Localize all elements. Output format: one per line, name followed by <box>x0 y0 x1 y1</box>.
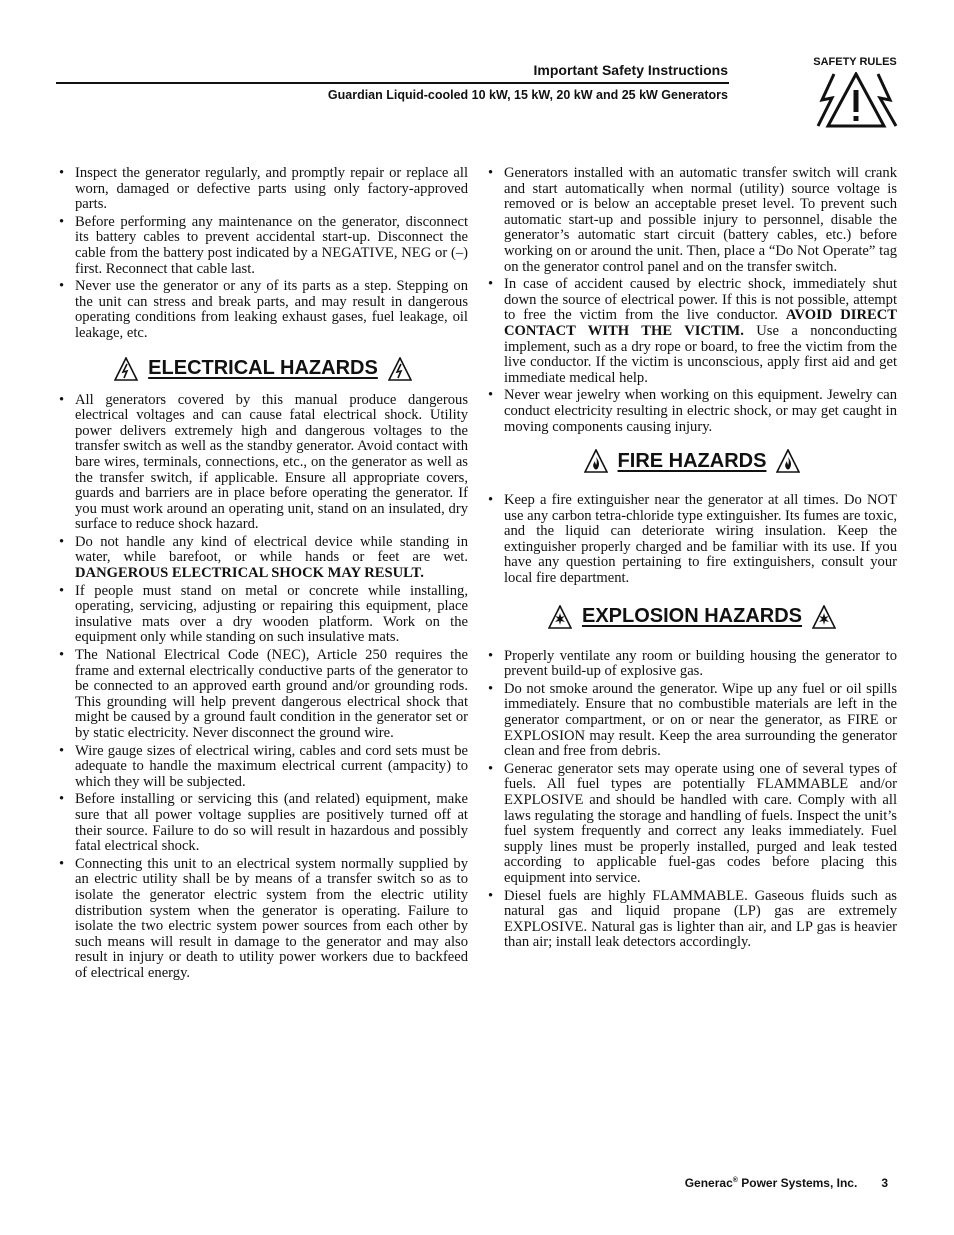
header-title: Important Safety Instructions <box>533 62 728 78</box>
list-item <box>487 649 897 680</box>
lightning-warning-icon <box>812 72 900 128</box>
list-item-text: Properly ventilate any room or building housing the generator to prevent build-up of explosive gas. <box>504 647 897 680</box>
list-item <box>487 889 897 951</box>
list-item-text: Before installing or servicing this (and related) equipment, make sure that all power voltage supplies are positively turned off at their source. Failure to do so will result in hazardous and possibly fatal electrical shock. <box>75 791 468 855</box>
list-item-text: All generators covered by this manual produce dangerous electrical voltages and can cause fatal electrical shock. Utility power delivers extremely high and dangerous voltages to the transfer switch as well as the standby generator. Avoid contact with bare wires, terminals, connections, etc., on the generator as well as the transfer switch, if applicable. Ensure all appropriate covers, guards and barriers are in place before operating the generator. If you must work around an operating unit, stand on an insulated, dry surface to reduce shock hazard. <box>75 391 468 533</box>
fire-warning-icon <box>776 449 800 473</box>
left-column <box>58 166 468 984</box>
right-column <box>487 166 897 953</box>
list-item <box>487 682 897 760</box>
fire-hazards-title: FIRE HAZARDS <box>617 449 767 472</box>
header-subtitle: Guardian Liquid-cooled 10 kW, 15 kW, 20 kW and 25 kW Generators <box>327 88 728 102</box>
explosion-hazards-title: EXPLOSION HAZARDS <box>581 605 803 628</box>
electrical-hazards-heading <box>58 357 468 381</box>
list-item <box>487 762 897 887</box>
fire-hazards-list <box>487 493 897 587</box>
list-item-text: Never wear jewelry when working on this equipment. Jewelry can conduct electricity resulting in electric shock, or may get caught in moving components causing injury. <box>504 387 897 435</box>
list-item <box>487 277 897 386</box>
fire-hazards-heading <box>487 449 897 473</box>
list-item-text: Do not handle any kind of electrical device while standing in water, while barefoot, or while hands or feet are wet. <box>75 533 468 566</box>
list-item <box>487 388 897 435</box>
footer-company-rest: Power Systems, Inc. <box>737 1176 858 1190</box>
footer-registered-mark: ® <box>732 1177 738 1184</box>
list-item-emphasis: DANGEROUS ELECTRICAL SHOCK MAY RESULT. <box>75 565 424 582</box>
list-item-text: Wire gauge sizes of electrical wiring, cables and cord sets must be adequate to handle the maximum electrical current (ampacity) to which they will be subjected. <box>75 742 468 790</box>
list-item <box>58 857 468 982</box>
explosion-warning-icon <box>812 605 836 629</box>
list-item-text: Generac generator sets may operate using one of several types of fuels. All fuel types are potentially FLAMMABLE and/or EXPLOSIVE and should be handled with care. Comply with all laws regulating the storage and handling of fuels. Inspect the unit’s fuel system frequently and correct any leaks immediately. Fuel supply lines must be properly installed, purged and leak tested according to applicable fuel-gas codes before placing this equipment into service. <box>504 760 897 886</box>
page-number: 3 <box>881 1176 888 1190</box>
list-item-text: In case of accident caused by electric shock, immediately shut down the source of electrical power. If this is not possible, attempt to free the victim from the live conductor. <box>504 276 897 324</box>
electrical-warning-icon <box>114 357 138 381</box>
list-item-text: Generators installed with an automatic transfer switch will crank and start automatically when normal (utility) source voltage is removed or is below an acceptable preset level. To prevent such automatic start-up and possible injury to personnel, disable the generator’s automatic start circuit (battery cables, etc.) before working on or around the unit. Then, place a “Do Not Operate” tag on the generator control panel and on the transfer switch. <box>504 165 897 275</box>
footer-company: Generac <box>684 1176 733 1190</box>
list-item <box>58 744 468 791</box>
list-item-emphasis: AVOID DIRECT CONTACT WITH THE VICTIM. <box>504 307 898 339</box>
list-item-text: The National Electrical Code (NEC), Article 250 requires the frame and external electrically conductive parts of the generator to be connected to an approved earth ground and/or grounding rods. This grounding will help prevent dangerous electrical shock that might be caused by a ground fault condition in the generator set or by static electricity. Never disconnect the ground wire. <box>75 647 468 741</box>
list-item-text: Before performing any maintenance on the generator, disconnect its battery cables to prevent accidental start-up. Disconnect the cable from the battery post indicated by a NEGATIVE, NEG or (–) first. Reconnect that cable last. <box>75 213 468 277</box>
list-item-text: Do not smoke around the generator. Wipe up any fuel or oil spills immediately. Ensure that no combustible materials are left in the generator compartment, or on or near the generator, as FIRE or EXPLOSION may result. Keep the area surrounding the generator clean and free from debris. <box>504 680 897 760</box>
header-rule <box>56 82 729 84</box>
list-item <box>58 792 468 854</box>
list-item-text: Use a nonconducting implement, such as a dry rope or board, to free the victim from the live conductor. If the victim is unconscious, apply first aid and get immediate medical help. <box>504 322 897 386</box>
electrical-hazards-title: ELECTRICAL HAZARDS <box>148 357 378 380</box>
fire-warning-icon <box>584 449 608 473</box>
list-item <box>58 393 468 533</box>
general-safety-list <box>487 166 897 435</box>
explosion-warning-icon <box>548 605 572 629</box>
list-item <box>487 493 897 587</box>
list-item <box>58 535 468 582</box>
intro-list <box>58 166 468 342</box>
list-item-text: Connecting this unit to an electrical system normally supplied by an electric utility shall be by means of a transfer switch so as to isolate the generator electric system from the electric utility distribution system when the generator is operating. Failure to isolate the two electric system power sources from each other by such means will result in damage to the generator and may also result in injury or death to utility power workers due to backfeed of electrical energy. <box>75 855 468 981</box>
list-item-text: If people must stand on metal or concrete while installing, operating, servicing, adjusting or repairing this equipment, place insulative mats over a dry wooden platform. Work on the equipment only while standing on such insulative mats. <box>75 582 468 646</box>
list-item <box>58 166 468 213</box>
safety-rules-logo <box>808 56 902 130</box>
electrical-hazards-list <box>58 393 468 982</box>
page-footer <box>685 1176 888 1190</box>
explosion-hazards-heading <box>487 605 897 629</box>
explosion-hazards-list <box>487 649 897 951</box>
list-item-text: Diesel fuels are highly FLAMMABLE. Gaseous fluids such as natural gas and liquid propane (LP) gas are extremely EXPLOSIVE. Natural gas is lighter than air, and LP gas is heavier than air; install leak detectors accordingly. <box>504 887 897 951</box>
list-item <box>58 648 468 742</box>
list-item-text: Never use the generator or any of its parts as a step. Stepping on the unit can stress and break parts, and may result in dangerous operating conditions from leaking exhaust gases, fuel leakage, oil leakage, etc. <box>75 278 468 341</box>
list-item-text: Inspect the generator regularly, and promptly repair or replace all worn, damaged or defective parts using only factory-approved parts. <box>75 165 468 213</box>
list-item <box>58 584 468 646</box>
list-item <box>487 166 897 275</box>
list-item-text: Keep a fire extinguisher near the generator at all times. Do NOT use any carbon tetra-chloride type extinguisher. Its fumes are toxic, and the liquid can deteriorate wiring insulation. Keep the extinguisher properly charged and be familiar with its use. If you have any question pertaining to fire extinguishers, consult your local fire department. <box>504 492 897 587</box>
list-item <box>58 279 468 341</box>
electrical-warning-icon <box>388 357 412 381</box>
list-item <box>58 215 468 277</box>
logo-text: SAFETY RULES <box>813 56 897 68</box>
